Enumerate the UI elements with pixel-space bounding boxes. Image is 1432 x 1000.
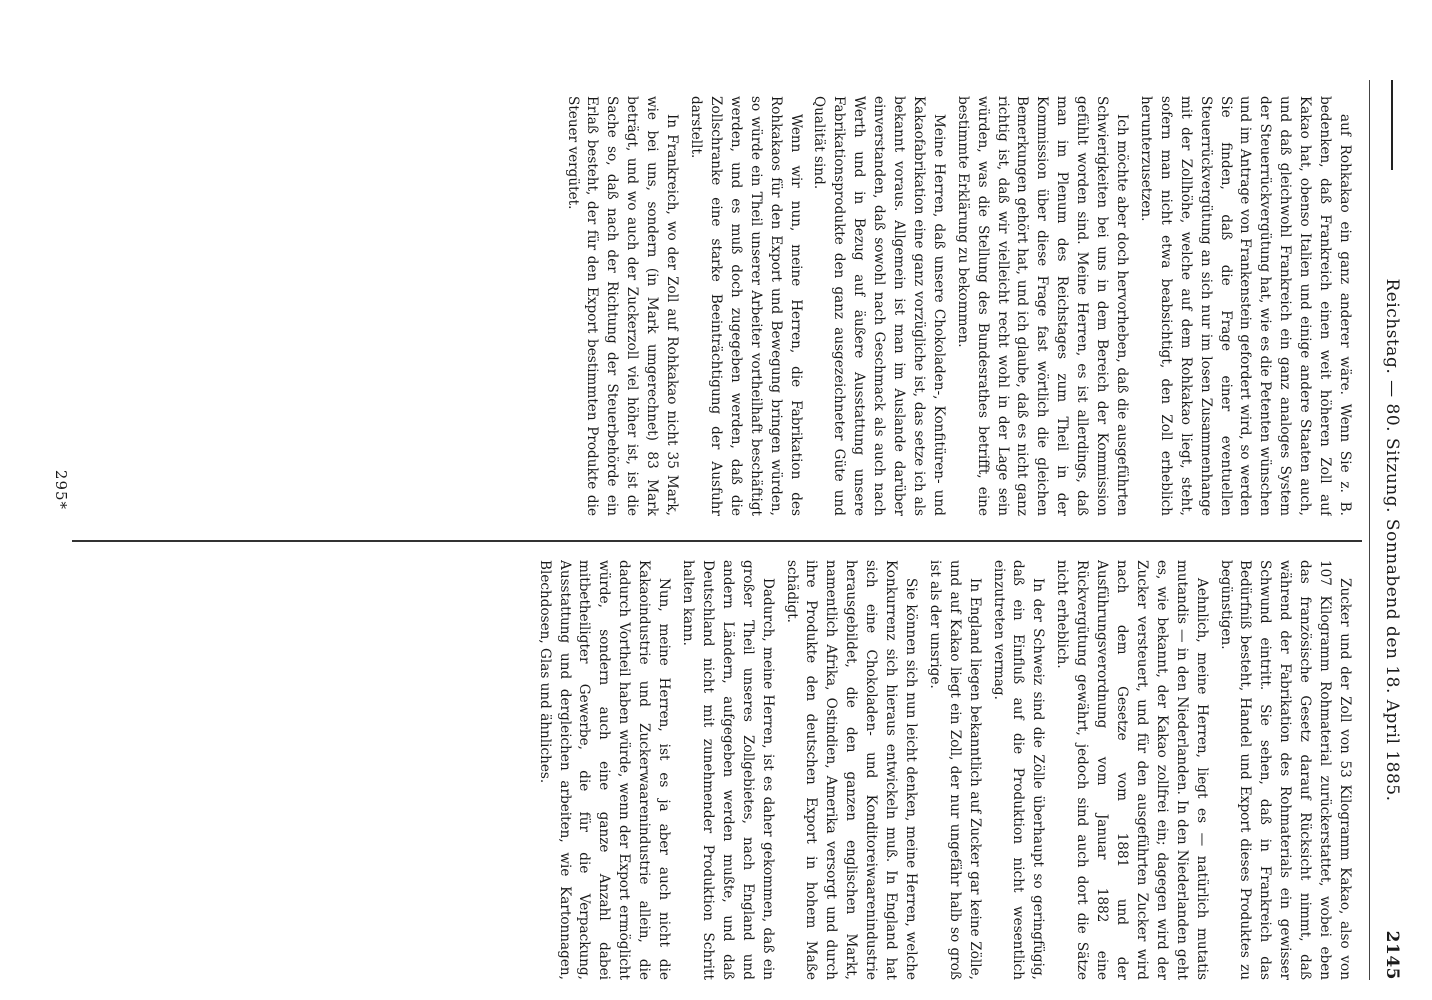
paragraph: In der Schweiz sind die Zölle überhaupt so geringfügig, daß ein Einfluß auf die Produktion nicht wesentlich einzutreten vermag. <box>990 560 1047 980</box>
paragraph: Aehnlich, meine Herren, liegt es — natürlich mutatis mutandis — in den Niederlanden. In den Niederlanden geht es, wie bekannt, der Kakao zollfrei ein; dagegen wird der Zucker versteuert, und für den ausgeführten Zucker wird nach dem Gesetze vom 1881 und der Ausführungsverordnung vom Januar 1882 eine Rückvergütung gewährt, jedoch sind auch dort die Sätze nicht erheblich. <box>1054 560 1210 980</box>
paragraph: Wenn wir nun, meine Herren, die Fabrikation des Rohkakaos für den Export und Bewegung bringen würden, so würde ein Theil unserer Arbeiter vortheilhaft beschäftigt werden, und es muß doch zugegeben werden, daß die Zollschranke eine starke Beeinträchtigung der Ausfuhr darstellt. <box>688 96 804 516</box>
column-divider <box>72 540 1362 542</box>
paragraph: Sie können sich nun leicht denken, meine Herren, welche Konkurrenz sich hieraus entwickeln muß. In England hat sich eine Chokoladen- und Konditoreiwaarenindustrie herausgebildet, die den ganzen englischen Markt, namentlich Afrika, Ostindien, Amerika versorgt und durch ihre Produkte den deutschen Export in hohem Maße schädigt. <box>783 560 919 980</box>
paragraph: Zucker und der Zoll von 53 Kilogramm Kakao, also von 107 Kilogramm Rohmaterial zurückerstattet, wobei eben das französische Gesetz darauf Rücksicht nimmt, daß während der Fabrikation des Rohmaterials ein gewisser Schwund eintritt. Sie sehen, daß in Frankreich das Bedürfniß besteht, Handel und Export dieses Produktes zu begünstigen. <box>1217 560 1353 980</box>
text-column-right <box>154 560 1354 980</box>
paragraph: In Frankreich, wo der Zoll auf Rohkakao nicht 35 Mark, wie bei uns, sondern (in Mark umgerechnet) 83 Mark beträgt, und wo auch der Zuckerzoll viel höher ist, ist die Sache so, daß nach der Richtung der Steuerbehörde ein Erlaß besteht, der für den Export bestimmten Produkte die Steuer vergütet. <box>564 96 681 516</box>
paragraph: Dadurch, meine Herren, ist es daher gekommen, daß ein großer Theil unseres Zollgebietes, nach England und andern Ländern, aufgegeben werden mußte, und daß Deutschland nicht mit zunehmender Produktion Schritt halten kann. <box>680 560 776 980</box>
header-rule <box>1391 80 1393 170</box>
paragraph: auf Rohkakao ein ganz anderer wäre. Wenn Sie z. B. bedenken, daß Frankreich einen weit höheren Zoll auf Kakao hat, obenso Italien und einige andere Staaten auch, und daß gleichwohl Frankreich ein ganz analoges System der Steuerrückvergütung hat, wie es die Petenten wünschen und im Antrage von Frankenstein gefordert wird, so werden Sie finden, daß die Frage einer eventuellen Steuerrückvergütung an sich nur im losen Zusammenhange mit der Zollhöhe, welche auf dem Rohkakao liegt, steht, sofern man nicht etwa beabsichtigt, den Zoll erheblich herunterzusetzen. <box>1137 96 1353 516</box>
signature-mark: 295* <box>52 469 70 511</box>
paragraph: Meine Herren, daß unsere Chokoladen-, Konfitüren- und Kakaofabrikation eine ganz vorzügliche ist, das setze ich als bekannt voraus. Allgemein ist man im Auslande darüber einverstanden, daß sowohl nach Geschmack als auch nach Werth und in Bezug auf äußere Ausstattung unsere Fabrikationsprodukte den ganz ausgezeichneter Güte und Qualität sind. <box>811 96 947 516</box>
page-number: 2145 <box>1382 930 1402 980</box>
page-header <box>1372 80 1412 980</box>
running-title: Reichstag. — 80. Sitzung. Sonnabend den 18. April 1885. <box>1382 278 1402 802</box>
paragraph: Nun, meine Herren, ist es ja aber auch nicht die Kakaoindustrie und Zuckerwaarenindustrie allein, die dadurch Vortheil haben würde, wenn der Export ermöglicht würde, sondern auch eine ganze Anzahl dabei mitbetheiligter Gewerbe, die für die Verpackung, Ausstattung und dergleichen arbeiten, wie Kartonnagen, Blechdosen, Glas und ähnliches. <box>536 560 673 980</box>
text-column-left <box>154 96 1354 516</box>
paragraph: Ich möchte aber doch hervorheben, daß die ausgeführten Schwierigkeiten bei uns in dem Bereich der Kommission gefühlt worden sind. Meine Herren, es ist allerdings, daß man im Plenum des Reichstages zum Theil in der Kommission über diese Frage fast wörtlich die gleichen Bemerkungen gehört hat, und ich glaube, daß es nicht ganz richtig ist, daß wir vielleicht recht wohl in der Lage sein würden, was die Stellung des Bundesrathes betrifft, eine bestimmte Erklärung zu bekommen. <box>954 96 1131 516</box>
header-divider <box>1369 80 1370 980</box>
paragraph: In England liegen bekanntlich auf Zucker gar keine Zölle, und auf Kakao liegt ein Zoll, der nur ungefähr halb so groß ist als der unsrige. <box>926 560 983 980</box>
